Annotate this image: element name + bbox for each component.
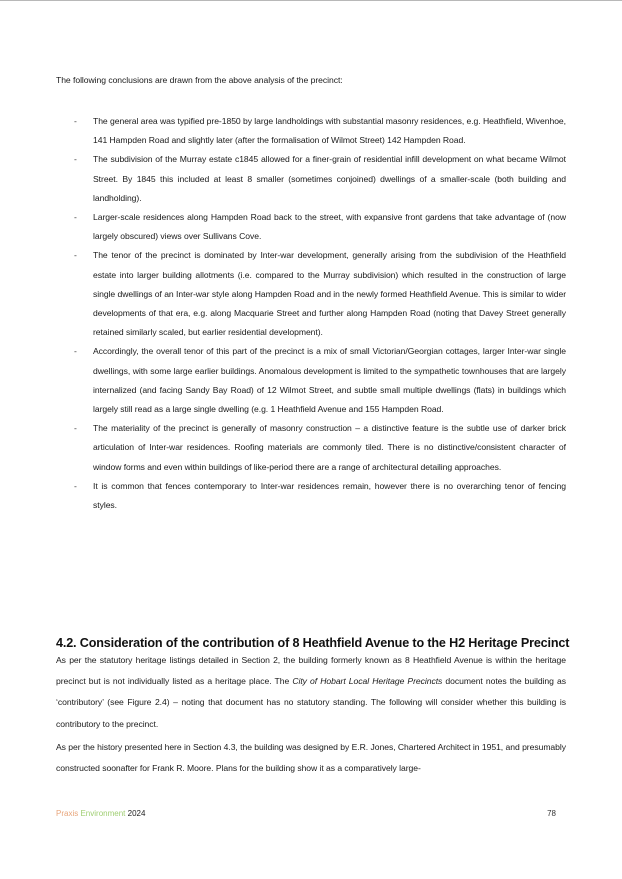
intro-paragraph: The following conclusions are drawn from the above analysis of the precinct: [56, 75, 343, 85]
bullet-dash-icon: - [74, 212, 77, 223]
section-paragraph-1 [56, 650, 566, 735]
list-item [56, 208, 566, 246]
document-title-italic: City of Hobart Local Heritage Precincts [292, 676, 443, 687]
bullet-dash-icon: - [74, 480, 77, 491]
bullet-dash-icon: - [74, 346, 77, 357]
list-item-text: It is common that fences contemporary to Inter-war residences remain, however there is no overarching tenor of fencing styles. [93, 480, 566, 511]
list-item-text: The general area was typified pre-1850 by large landholdings with substantial masonry residences, e.g. Heathfield, Wivenhoe, 141 Hampden Road and slightly later (after the formalisation of Wilmot Street) 142 Hampden Road. [93, 116, 566, 146]
bullet-dash-icon: - [74, 116, 77, 126]
section-paragraph-2: As per the history presented here in Section 4.3, the building was designed by E.R. Jones, Chartered Architect in 1951, and presumably constructed soonafter for Frank R. Moore. Plans for the building show it as a comparatively large- [56, 742, 566, 774]
page-top-border [0, 0, 622, 1]
conclusions-list [56, 112, 566, 515]
page-number: 78 [547, 809, 556, 818]
bullet-dash-icon: - [74, 154, 77, 165]
bullet-dash-icon: - [74, 423, 77, 434]
bullet-dash-icon: - [74, 250, 77, 261]
footer-brand-environment: Environment [80, 809, 126, 818]
paragraph-text: document notes the building as ‘contributory’ (see Figure 2.4) – noting that document has no statutory standing. The following will consider whether this building is contributory to the precinct. [56, 676, 566, 729]
list-item [56, 150, 566, 208]
list-item [56, 112, 566, 150]
page-footer [56, 808, 556, 820]
paragraph-text: As per the statutory heritage listings detailed in Section 2, the building formerly known as 8 Heathfield Avenue is within the heritage precinct but is not individually listed as a heritage place. The [56, 655, 566, 687]
list-item-text: Accordingly, the overall tenor of this part of the precinct is a mix of small Victorian/Georgian cottages, larger Inter-war single dwellings, with some large earlier buildings. Anomalous development is limited to the sympathetic townhouses that are largely internalized (and facing Sandy Bay Road) of 12 Wilmot Street, and subtle small multiple dwellings (flats) in buildings which largely still read as a large single dwelling (e.g. 1 Heathfield Avenue and 155 Hampden Road. [93, 346, 566, 415]
list-item [56, 342, 566, 419]
footer-year: 2024 [127, 809, 146, 818]
list-item-text: The materiality of the precinct is generally of masonry construction – a distinctive feature is the subtle use of darker brick articulation of Inter-war residences. Roofing materials are commonly tiled. There is no distinctive/consistent character of window forms and even within buildings of like-period there are a range of architectural detailing approaches. [93, 423, 566, 472]
list-item [56, 246, 566, 342]
section-heading: 4.2. Consideration of the contribution of 8 Heathfield Avenue to the H2 Heritage Precinct [56, 636, 570, 651]
list-item-text: Larger-scale residences along Hampden Road back to the street, with expansive front gardens that take advantage of (now largely obscured) views over Sullivans Cove. [93, 212, 566, 242]
list-item [56, 419, 566, 477]
footer-brand-praxis: Praxis [56, 809, 79, 818]
list-item-text: The tenor of the precinct is dominated by Inter-war development, generally arising from the subdivision of the Heathfield estate into larger building allotments (i.e. compared to the Murray subdivision) which resulted in the construction of large single dwellings of an Inter-war style along Hampden Road and in the newly formed Heathfield Avenue. This is similar to wider developments of that era, e.g. along Macquarie Street and further along Hampden Road (noting that Davey Street generally retained similarly scaled, but earlier residential development). [93, 250, 566, 338]
list-item-text: The subdivision of the Murray estate c1845 allowed for a finer-grain of residential infill development on what became Wilmot Street. By 1845 this included at least 8 smaller (sometimes conjoined) dwellings of a smaller-scale (both building and landholding). [93, 154, 566, 203]
list-item [56, 477, 566, 515]
